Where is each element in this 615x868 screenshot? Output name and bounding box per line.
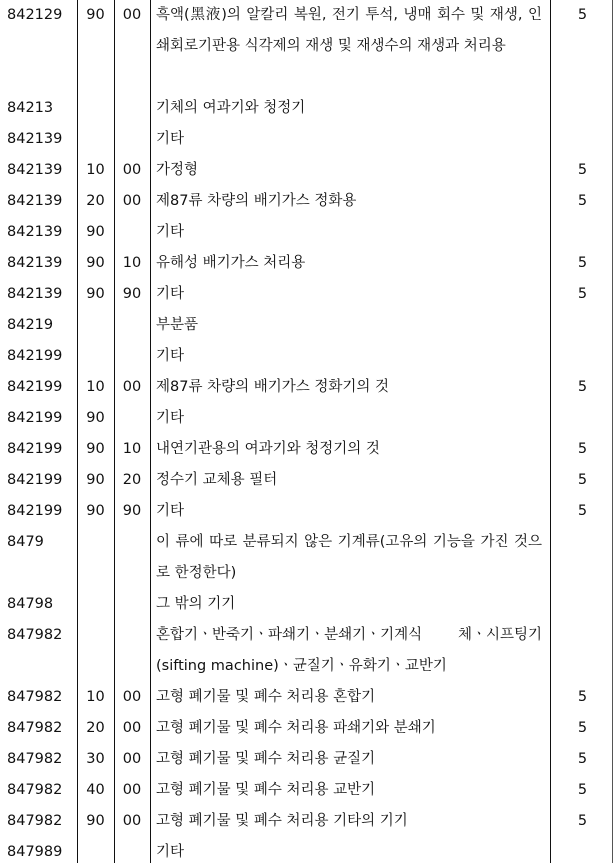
column-divider xyxy=(150,0,151,863)
hs-code-cell: 847982 xyxy=(7,689,63,705)
subcode-2-cell xyxy=(114,310,150,341)
table-row xyxy=(0,341,615,372)
table-row xyxy=(0,279,615,310)
subcode-1-cell: 10 xyxy=(86,379,105,395)
subcode-1-cell: 90 xyxy=(86,472,105,488)
hs-code-cell: 842139 xyxy=(7,286,63,302)
subcode-1-cell xyxy=(77,93,114,124)
table-row xyxy=(0,403,615,434)
hs-code-cell: 842139 xyxy=(7,224,63,240)
subcode-2-cell: 00 xyxy=(122,782,142,798)
subcode-1-cell: 40 xyxy=(86,782,105,798)
table-row xyxy=(0,186,615,217)
hs-code-cell: 842199 xyxy=(7,503,63,519)
description-cell: 고형 폐기물 및 폐수 처리용 기타의 기기 xyxy=(156,813,408,829)
description-cell: 고형 폐기물 및 폐수 처리용 혼합기 xyxy=(156,689,376,705)
rate-cell: 5 xyxy=(577,379,588,395)
description-cell: 기타 xyxy=(156,844,185,860)
subcode-1-cell xyxy=(77,589,114,620)
description-cell: 기타 xyxy=(156,410,185,426)
description-cell: 유해성 배기가스 처리용 xyxy=(156,255,306,271)
description-cell: 그 밖의 기기 xyxy=(156,596,236,612)
subcode-1-cell: 10 xyxy=(86,162,105,178)
subcode-1-cell: 90 xyxy=(86,441,105,457)
hs-code-cell: 842199 xyxy=(7,472,63,488)
subcode-2-cell xyxy=(114,620,150,682)
table-row xyxy=(0,465,615,496)
description-cell: 제87류 차량의 배기가스 정화기의 것 xyxy=(156,379,389,395)
hs-code-cell: 842129 xyxy=(7,7,63,23)
subcode-2-cell xyxy=(114,124,150,155)
subcode-1-cell: 90 xyxy=(86,503,105,519)
rate-cell: 5 xyxy=(577,813,588,829)
subcode-2-cell: 20 xyxy=(122,472,142,488)
table-right-border xyxy=(612,0,613,863)
hs-code-cell: 84213 xyxy=(7,100,54,116)
subcode-2-cell xyxy=(114,217,150,248)
subcode-1-cell: 90 xyxy=(86,286,105,302)
rate-cell: 5 xyxy=(577,720,588,736)
hs-code-cell: 847982 xyxy=(7,782,63,798)
rate-cell xyxy=(550,93,615,124)
subcode-1-cell xyxy=(77,837,114,868)
description-cell: 부분품 xyxy=(156,317,199,333)
hs-code-cell: 8479 xyxy=(7,534,44,550)
subcode-2-cell: 10 xyxy=(122,255,142,271)
table-row xyxy=(0,620,615,682)
column-divider xyxy=(114,0,115,863)
table-row xyxy=(0,744,615,775)
subcode-1-cell: 90 xyxy=(86,410,105,426)
column-divider xyxy=(550,0,551,863)
subcode-2-cell xyxy=(114,93,150,124)
subcode-1-cell xyxy=(77,310,114,341)
rate-cell xyxy=(550,527,615,589)
rate-cell: 5 xyxy=(577,7,588,23)
hs-code-cell: 84798 xyxy=(7,596,54,612)
subcode-1-cell xyxy=(77,620,114,682)
description-cell: 고형 폐기물 및 폐수 처리용 균질기 xyxy=(156,751,376,767)
hs-code-cell: 847989 xyxy=(7,844,63,860)
description-cell: 고형 폐기물 및 폐수 처리용 교반기 xyxy=(156,782,376,798)
table-row xyxy=(0,589,615,620)
subcode-2-cell: 00 xyxy=(122,162,142,178)
rate-cell: 5 xyxy=(577,255,588,271)
subcode-1-cell: 90 xyxy=(86,813,105,829)
rate-cell xyxy=(550,310,615,341)
hs-code-cell: 847982 xyxy=(7,751,63,767)
hs-code-cell: 842199 xyxy=(7,348,63,364)
rate-cell: 5 xyxy=(577,441,588,457)
subcode-1-cell xyxy=(77,527,114,589)
subcode-2-cell xyxy=(114,527,150,589)
subcode-2-cell xyxy=(114,589,150,620)
rate-cell: 5 xyxy=(577,193,588,209)
subcode-1-cell: 90 xyxy=(86,7,105,23)
table-row xyxy=(0,372,615,403)
hs-code-cell: 84219 xyxy=(7,317,54,333)
description-cell: 제87류 차량의 배기가스 정화용 xyxy=(156,193,357,209)
description-cell: 기타 xyxy=(156,503,185,519)
rate-cell: 5 xyxy=(577,162,588,178)
subcode-2-cell: 00 xyxy=(122,813,142,829)
rate-cell: 5 xyxy=(577,472,588,488)
rate-cell xyxy=(550,837,615,868)
subcode-2-cell: 90 xyxy=(122,286,142,302)
description-cell: 정수기 교체용 필터 xyxy=(156,472,278,488)
table-row xyxy=(0,713,615,744)
table-row xyxy=(0,248,615,279)
subcode-2-cell: 00 xyxy=(122,379,142,395)
table-row xyxy=(0,682,615,713)
table-row xyxy=(0,775,615,806)
subcode-2-cell: 00 xyxy=(122,720,142,736)
description-cell: 혼합기ㆍ반죽기ㆍ파쇄기ㆍ분쇄기ㆍ기계식 체ㆍ시프팅기(sifting machine)ㆍ균질기ㆍ유화기ㆍ교반기 xyxy=(156,627,542,674)
subcode-2-cell: 00 xyxy=(122,193,142,209)
hs-code-cell: 847982 xyxy=(7,813,63,829)
rate-cell: 5 xyxy=(577,689,588,705)
table-row xyxy=(0,496,615,527)
rate-cell xyxy=(550,620,615,682)
table-row xyxy=(0,124,615,155)
subcode-2-cell: 10 xyxy=(122,441,142,457)
subcode-1-cell xyxy=(77,341,114,372)
table-row xyxy=(0,217,615,248)
table-row xyxy=(0,93,615,124)
table-row xyxy=(0,0,615,93)
rate-cell xyxy=(550,341,615,372)
rate-cell xyxy=(550,124,615,155)
description-cell: 기타 xyxy=(156,286,185,302)
description-cell: 고형 폐기물 및 폐수 처리용 파쇄기와 분쇄기 xyxy=(156,720,436,736)
description-cell: 가정형 xyxy=(156,162,199,178)
rate-cell xyxy=(550,403,615,434)
rate-cell: 5 xyxy=(577,286,588,302)
table-row xyxy=(0,527,615,589)
subcode-2-cell: 00 xyxy=(122,751,142,767)
subcode-1-cell: 90 xyxy=(86,224,105,240)
description-cell: 기타 xyxy=(156,224,185,240)
rate-cell xyxy=(550,589,615,620)
description-cell: 기타 xyxy=(156,348,185,364)
table-row xyxy=(0,837,615,868)
hs-code-cell: 842139 xyxy=(7,193,63,209)
description-cell: 기타 xyxy=(156,131,185,147)
hs-code-cell: 847982 xyxy=(7,720,63,736)
rate-cell xyxy=(550,217,615,248)
table-row xyxy=(0,310,615,341)
subcode-1-cell: 30 xyxy=(86,751,105,767)
subcode-1-cell: 20 xyxy=(86,193,105,209)
table-row xyxy=(0,806,615,837)
subcode-2-cell xyxy=(114,341,150,372)
description-cell: 내연기관용의 여과기와 청정기의 것 xyxy=(156,441,380,457)
subcode-2-cell: 00 xyxy=(122,7,142,23)
subcode-1-cell: 90 xyxy=(86,255,105,271)
subcode-2-cell: 90 xyxy=(122,503,142,519)
hs-code-cell: 842139 xyxy=(7,131,63,147)
hs-code-cell: 842199 xyxy=(7,410,63,426)
table-row xyxy=(0,155,615,186)
subcode-2-cell xyxy=(114,837,150,868)
description-cell: 이 류에 따로 분류되지 않은 기계류(고유의 기능을 가진 것으로 한정한다) xyxy=(156,534,542,581)
subcode-2-cell xyxy=(114,403,150,434)
subcode-1-cell xyxy=(77,124,114,155)
hs-code-cell: 842139 xyxy=(7,255,63,271)
hs-code-cell: 847982 xyxy=(7,627,63,643)
subcode-2-cell: 00 xyxy=(122,689,142,705)
subcode-1-cell: 20 xyxy=(86,720,105,736)
rate-cell: 5 xyxy=(577,503,588,519)
description-cell: 흑액(黑液)의 알칼리 복원, 전기 투석, 냉매 회수 및 재생, 인쇄회로기판용 식각제의 재생 및 재생수의 재생과 처리용 xyxy=(156,7,542,54)
table-row xyxy=(0,434,615,465)
subcode-1-cell: 10 xyxy=(86,689,105,705)
hs-code-cell: 842199 xyxy=(7,379,63,395)
description-cell: 기체의 여과기와 청정기 xyxy=(156,100,306,116)
rate-cell: 5 xyxy=(577,782,588,798)
hs-code-cell: 842139 xyxy=(7,162,63,178)
column-divider xyxy=(77,0,78,863)
rate-cell: 5 xyxy=(577,751,588,767)
hs-code-cell: 842199 xyxy=(7,441,63,457)
